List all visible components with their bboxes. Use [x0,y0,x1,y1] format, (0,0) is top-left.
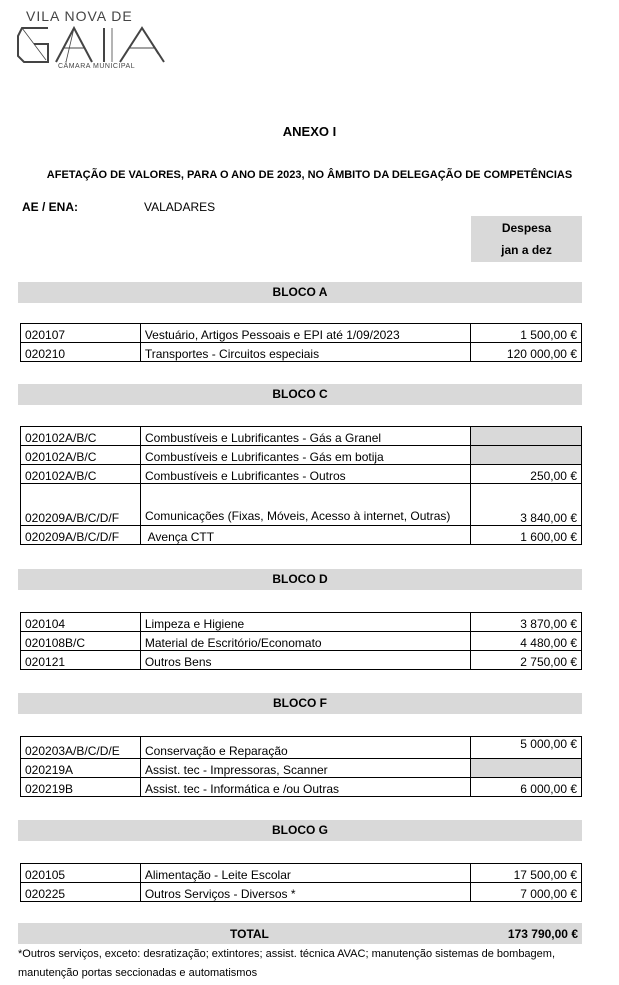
row-value [471,427,582,446]
row-value: 1 600,00 € [471,526,582,545]
row-value: 5 000,00 € [471,737,582,759]
row-description: Combustíveis e Lubrificantes - Outros [140,465,470,484]
row-code: 020105 [21,864,141,883]
row-description: Vestuário, Artigos Pessoais e EPI até 1/09/2023 [140,324,470,343]
table-row [21,883,582,902]
row-description: Conservação e Reparação [140,737,470,759]
row-code: 020107 [21,324,141,343]
row-description: Alimentação - Leite Escolar [140,864,470,883]
row-code: 020104 [21,613,141,632]
row-value: 6 000,00 € [471,778,582,797]
logo-top-text: VILA NOVA DE [26,8,133,24]
row-code: 020108B/C [21,632,141,651]
bloco-a-table [20,323,582,362]
total-label: TOTAL [230,927,269,941]
row-description: Outros Serviços - Diversos * [140,883,470,902]
row-description: Comunicações (Fixas, Móveis, Acesso à internet, Outras) [140,484,470,526]
row-code: 020203A/B/C/D/E [21,737,141,759]
table-row [21,864,582,883]
footnote: *Outros serviços, exceto: desratização; extintores; assist. técnica AVAC; manutenção sistemas de bombagem, manutenção portas seccionadas e automatismos [18,948,556,979]
logo-gaia-wordmark [16,24,172,64]
page-title: ANEXO I [282,124,337,139]
row-description: Material de Escritório/Economato [140,632,470,651]
total-value: 173 790,00 € [507,927,578,941]
bloco-a-header: BLOCO A [18,282,582,303]
row-description: Transportes - Circuitos especiais [140,343,470,362]
table-row [21,324,582,343]
row-description: Outros Bens [140,651,470,670]
row-description: Combustíveis e Lubrificantes - Gás em botija [140,446,470,465]
table-row [21,613,582,632]
despesa-line1: Despesa [501,221,552,235]
municipality-logo [16,8,174,72]
row-value [471,446,582,465]
bloco-d-header: BLOCO D [18,569,582,590]
table-row [21,526,582,545]
row-code: 020102A/B/C [21,446,141,465]
table-row [21,465,582,484]
row-value: 120 000,00 € [471,343,582,362]
row-value: 1 500,00 € [471,324,582,343]
row-code: 020210 [21,343,141,362]
table-row [21,759,582,778]
table-row [21,427,582,446]
ae-label: AE / ENA: [22,200,79,214]
row-value: 4 480,00 € [471,632,582,651]
table-row [21,343,582,362]
row-description: Assist. tec - Impressoras, Scanner [140,759,470,778]
despesa-header [471,216,582,262]
row-code: 020209A/B/C/D/F [21,526,141,545]
row-description: Combustíveis e Lubrificantes - Gás a Granel [140,427,470,446]
bloco-f-table [20,736,582,797]
row-value: 3 870,00 € [471,613,582,632]
logo-bottom-text: CÂMARA MUNICIPAL [58,63,136,70]
row-value: 17 500,00 € [471,864,582,883]
table-row [21,632,582,651]
row-code: 020121 [21,651,141,670]
row-code: 020102A/B/C [21,427,141,446]
bloco-c-table [20,426,582,545]
row-value: 250,00 € [471,465,582,484]
row-code: 020102A/B/C [21,465,141,484]
despesa-line2: jan a dez [501,243,552,257]
row-value: 7 000,00 € [471,883,582,902]
table-row [21,737,582,759]
row-value [471,759,582,778]
bloco-f-header: BLOCO F [18,693,582,714]
bloco-d-table [20,612,582,670]
row-value: 3 840,00 € [471,484,582,526]
row-description: Assist. tec - Informática e /ou Outras [140,778,470,797]
row-value: 2 750,00 € [471,651,582,670]
row-code: 020209A/B/C/D/F [21,484,141,526]
row-code: 020219A [21,759,141,778]
page-subtitle: AFETAÇÃO DE VALORES, PARA O ANO DE 2023, NO ÂMBITO DA DELEGAÇÃO DE COMPETÊNCIAS [46,169,573,181]
row-code: 020225 [21,883,141,902]
row-code: 020219B [21,778,141,797]
table-row [21,651,582,670]
row-description: Limpeza e Higiene [140,613,470,632]
row-description: Avença CTT [140,526,470,545]
bloco-g-header: BLOCO G [18,820,582,841]
table-row [21,446,582,465]
table-row [21,484,582,526]
table-row [21,778,582,797]
bloco-g-table [20,863,582,902]
ae-value: VALADARES [144,200,216,214]
bloco-c-header: BLOCO C [18,384,582,405]
